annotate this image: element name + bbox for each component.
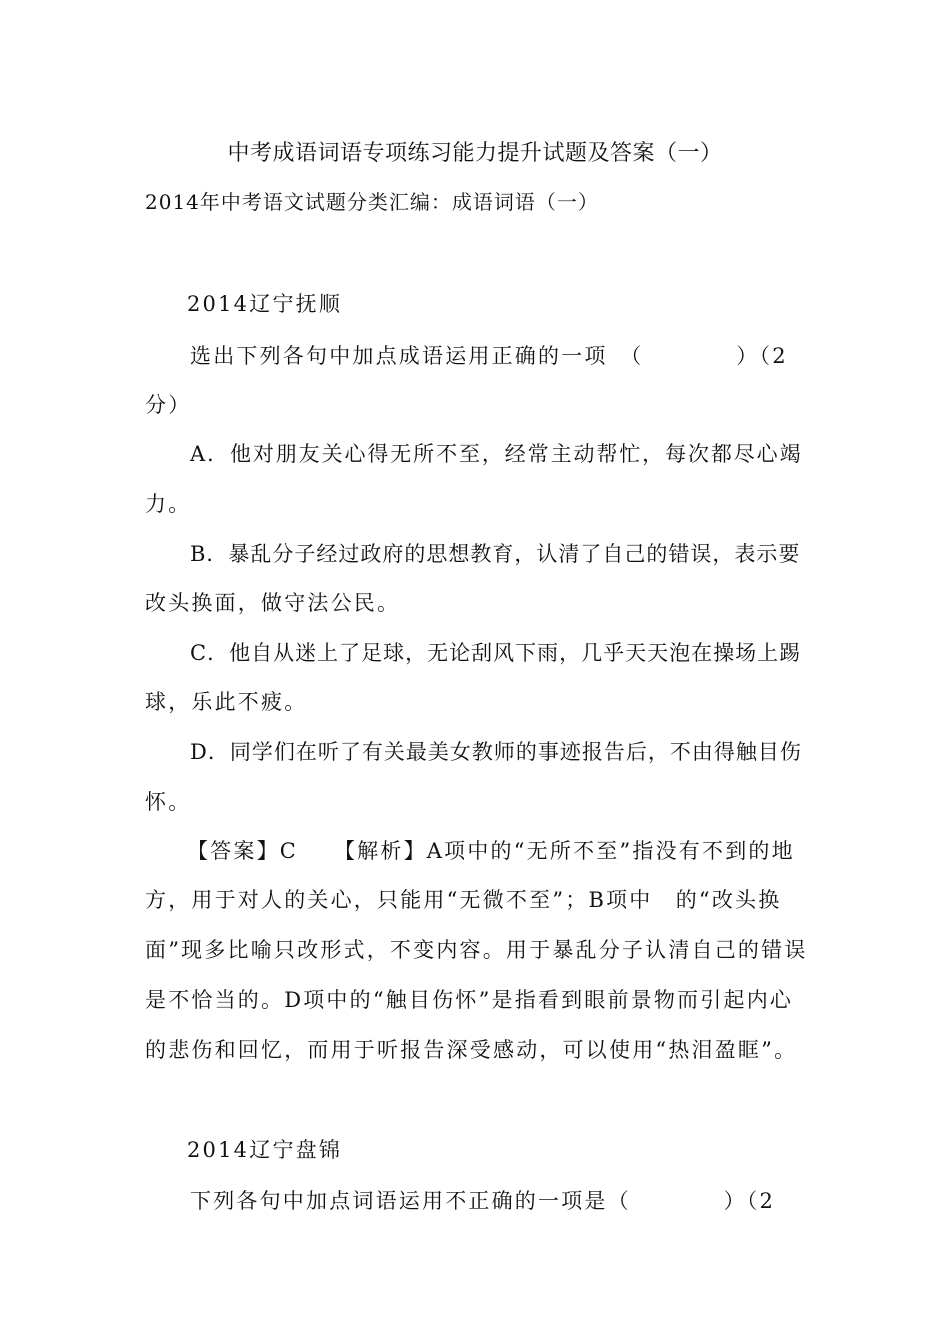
answer-line5: 的悲伤和回忆，而用于听报告深受感动，可以使用“热泪盈眶”。 bbox=[145, 1038, 798, 1062]
section1-question-line2: 分） bbox=[145, 393, 192, 417]
answer-line3: 面”现多比喻只改形式，不变内容。用于暴乱分子认清自己的错误 bbox=[145, 938, 808, 962]
option-c-line2: 球，乐此不疲。 bbox=[145, 690, 308, 714]
option-b-line2: 改头换面，做守法公民。 bbox=[145, 591, 401, 615]
document-title: 中考成语词语专项练习能力提升试题及答案（一） bbox=[227, 141, 723, 166]
answer-line1: 【答案】C 【解析】A项中的“无所不至”指没有不到的地 bbox=[187, 839, 795, 863]
option-d-line1: D．同学们在听了有关最美女教师的事迹报告后，不由得触目伤 bbox=[190, 740, 802, 764]
section1-question-line1: 选出下列各句中加点成语运用正确的一项 （ ）（2 bbox=[190, 344, 788, 368]
option-a-line2: 力。 bbox=[145, 492, 192, 516]
answer-line2: 方，用于对人的关心，只能用“无微不至”；B项中 的“改头换 bbox=[145, 888, 782, 912]
option-a-line1: A．他对朋友关心得无所不至，经常主动帮忙，每次都尽心竭 bbox=[190, 442, 803, 466]
section1-source: 2014辽宁抚顺 bbox=[187, 292, 343, 316]
answer-line4: 是不恰当的。D项中的“触目伤怀”是指看到眼前景物而引起内心 bbox=[145, 988, 794, 1012]
option-b-line1: B．暴乱分子经过政府的思想教育，认清了自己的错误，表示要 bbox=[190, 542, 801, 566]
option-d-line2: 怀。 bbox=[145, 790, 192, 814]
section2-source: 2014辽宁盘锦 bbox=[187, 1138, 343, 1162]
section2-question-line1: 下列各句中加点词语运用不正确的一项是（ ）（2 bbox=[190, 1189, 776, 1213]
document-subtitle: 2014年中考语文试题分类汇编：成语词语（一） bbox=[145, 190, 599, 214]
option-c-line1: C．他自从迷上了足球，无论刮风下雨，几乎天天泡在操场上踢 bbox=[190, 641, 802, 665]
